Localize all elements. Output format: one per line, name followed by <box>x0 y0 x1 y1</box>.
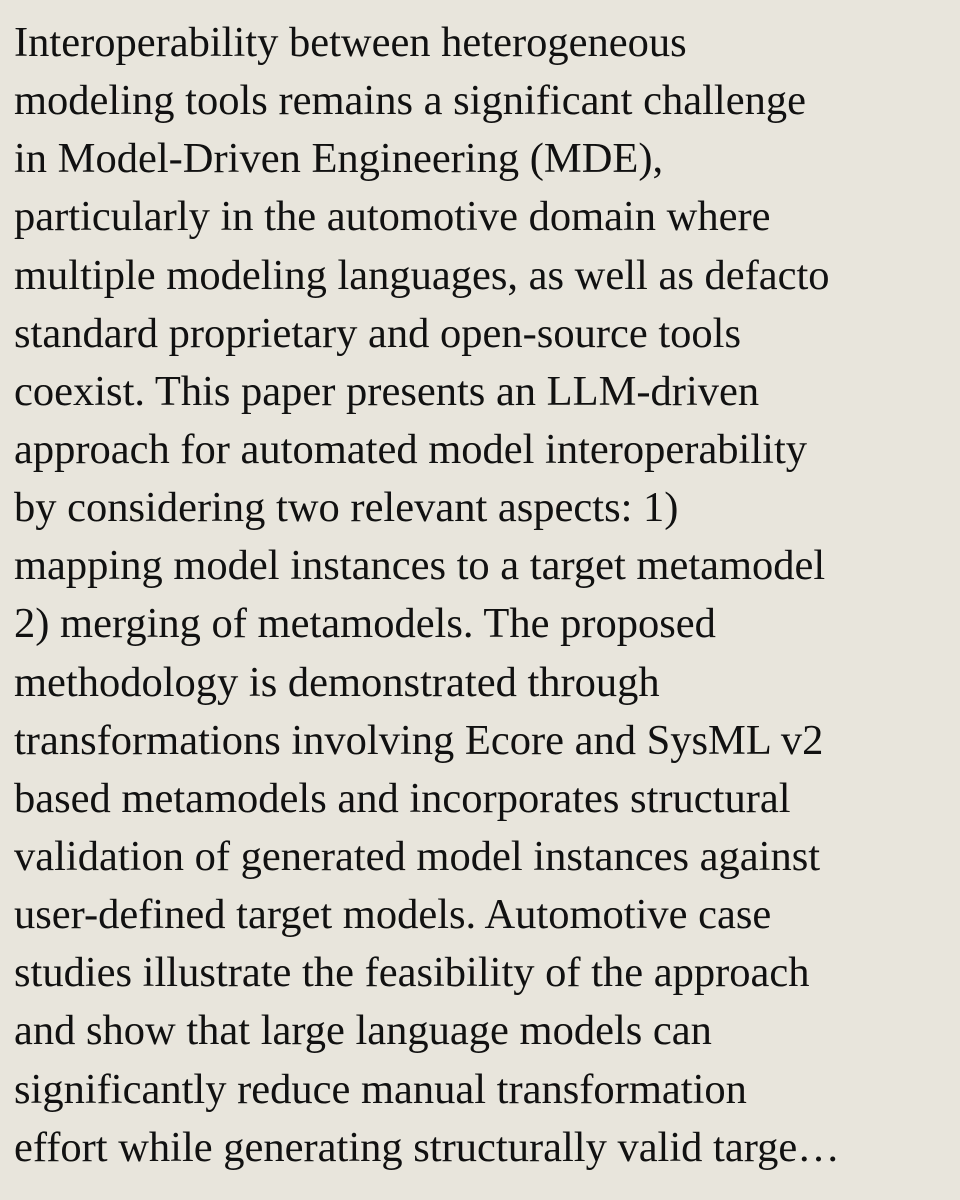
abstract-line-3: in Model-Driven Engineering (MDE), <box>14 135 664 183</box>
abstract-line-5: multiple modeling languages, as well as defacto <box>14 251 830 299</box>
abstract-text <box>14 14 960 1177</box>
abstract-line-16: user-defined target models. Automotive case <box>14 891 772 939</box>
abstract-line-18: and show that large language models can <box>14 1007 712 1055</box>
abstract-line-17: studies illustrate the feasibility of the approach <box>14 949 810 997</box>
abstract-line-4: particularly in the automotive domain where <box>14 193 771 241</box>
abstract-line-8: approach for automated model interoperability <box>14 425 808 473</box>
abstract-line-7: coexist. This paper presents an LLM-driven <box>14 367 760 415</box>
abstract-line-14: based metamodels and incorporates structural <box>14 774 791 822</box>
abstract-line-10: mapping model instances to a target metamodel <box>14 542 826 590</box>
abstract-line-12: methodology is demonstrated through <box>14 658 660 706</box>
abstract-line-20: effort while generating structurally valid targe… <box>14 1123 840 1171</box>
abstract-line-2: modeling tools remains a significant challenge <box>14 77 806 125</box>
abstract-line-13: transformations involving Ecore and SysML v2 <box>14 716 824 764</box>
abstract-line-9: by considering two relevant aspects: 1) <box>14 484 679 532</box>
abstract-line-1: Interoperability between heterogeneous <box>14 19 687 66</box>
abstract-line-6: standard proprietary and open-source tools <box>14 309 741 357</box>
abstract-line-19: significantly reduce manual transformation <box>14 1065 747 1113</box>
abstract-line-15: validation of generated model instances against <box>14 832 821 880</box>
abstract-line-11: 2) merging of metamodels. The proposed <box>14 600 716 648</box>
